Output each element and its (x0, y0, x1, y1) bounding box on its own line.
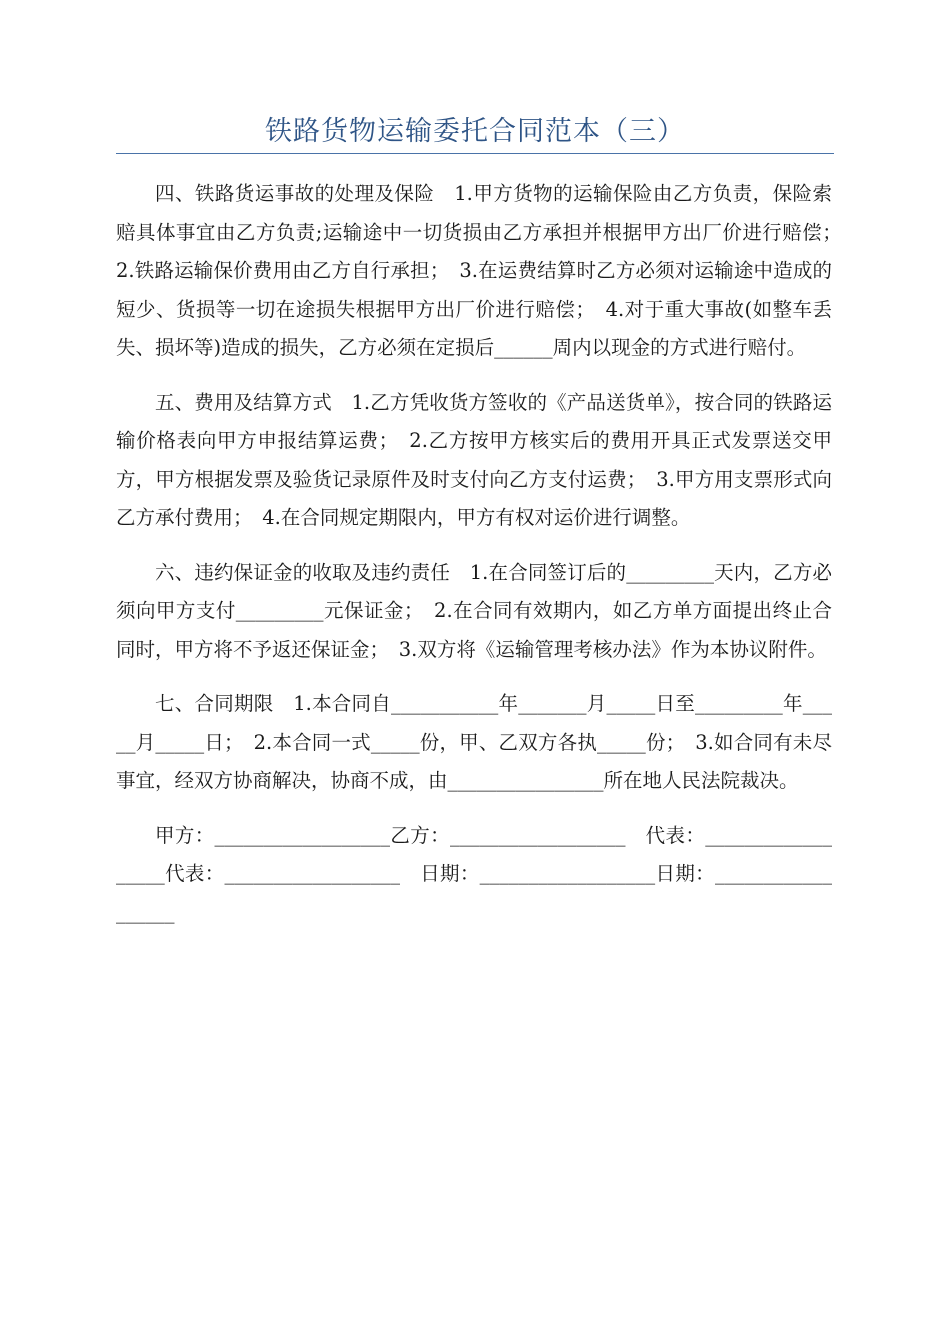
document-body (116, 175, 852, 932)
paragraph-deposit-liability: 六、违约保证金的收取及违约责任 1.在合同签订后的_________天内，乙方必须向甲方支付_________元保证金； 2.在合同有效期内，如乙方单方面提出终止合同时，甲方将不予返还保证金； 3.双方将《运输管理考核办法》作为本协议附件。 (116, 560, 832, 661)
paragraph-fees-settlement: 五、费用及结算方式 1.乙方凭收货方签收的《产品送货单》，按合同的铁路运输价格表向甲方申报结算运费； 2.乙方按甲方核实后的费用开具正式发票送交甲方，甲方根据发票及验货记录原件及时支付向乙方支付运费； 3.甲方用支票形式向乙方承付费用； 4.在合同规定期限内，甲方有权对运价进行调整。 (116, 390, 832, 529)
title-underline (116, 153, 834, 154)
paragraph-accident-insurance: 四、铁路货运事故的处理及保险 1.甲方货物的运输保险由乙方负责，保险索赔具体事宜由乙方负责;运输途中一切货损由乙方承担并根据甲方出厂价进行赔偿； 2.铁路运输保价费用由乙方自行承担； 3.在运费结算时乙方必须对运输途中造成的短少、货损等一切在途损失根据甲方出厂价进行赔偿； 4.对于重大事故(如整车丢失、损坏等)造成的损失，乙方必须在定损后______周内以现金的方式进行赔付。 (116, 182, 852, 359)
paragraph-contract-term: 七、合同期限 1.本合同自___________年_______月_____日至_________年_____月_____日； 2.本合同一式_____份，甲、乙双方各执_____份； 3.如合同有未尽事宜，经双方协商解决，协商不成，由________________所在地人民法院裁决。 (116, 692, 832, 792)
document-title: 铁路货物运输委托合同范本（三） (265, 116, 685, 147)
paragraph-signatures: 甲方：__________________乙方：__________________ 代表：__________________代表：__________________ 日期：__________________日期：__________________ (116, 823, 832, 924)
